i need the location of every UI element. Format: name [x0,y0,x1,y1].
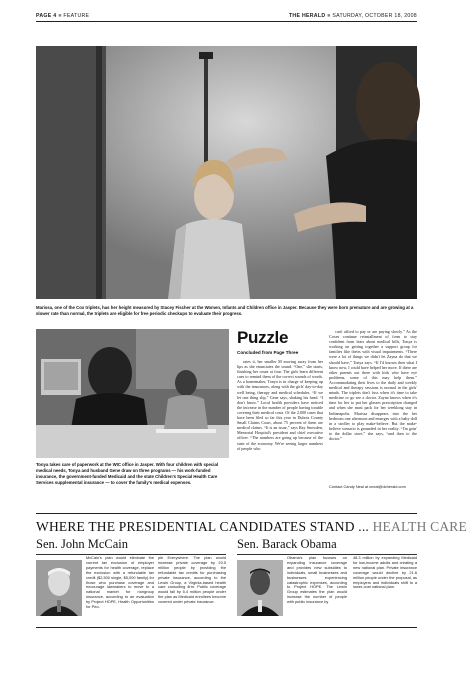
obama-column-2: 48.3 million by expanding Medicaid for low-income adults and creating a new national plan. Private insurance coverage would decline by 21.6 million people under the proposal, as employers and individuals shift to a lower-cost national plan. [353,555,417,590]
article-column-1 [237,359,323,493]
feature-banner-topic: HEALTH CARE [372,519,467,534]
page-header-left: PAGE 4 ■ FEATURE [36,13,90,19]
issue-date: SATURDAY, OCTOBER 18, 2008 [332,13,417,19]
mccain-photo [36,560,82,616]
obama-column-1: Obama's plan focuses on expanding insurance coverage and provides new subsidies to individuals, small businesses and businesses experiencing catastrophic expenses, according to Project HOPE. The Lewin Group estimates the plan would increase the number of people with public insurance by [287,555,347,605]
section-name: FEATURE [63,13,90,19]
page-header-right: THE HERALD ■ SATURDAY, OCTOBER 18, 2008 [288,13,417,19]
office-photo [36,329,229,458]
office-photo-image [36,329,229,458]
paper-name: THE HERALD [288,13,326,19]
article-column-1-text: rates it, her smaller M moving away from her lips as she enunciates the sound. “One,” she starts, finishing her count at four. The girls learn different cues to remind them of the correct sounds of words. As a homemaker, Tonya is in charge of keeping up with the insurances, along with the girls' day-to-day well being, therapy and medical schedules. “If we let one thing slip,” Gene says, shaking his head. “I don't know.” Local health providers have noticed the increase in the number of people having trouble covering their medical costs. Of the 2,000 cases that have been filed so far this year in Dubois County Small Claims Court, about 75 percent of them are medical claims. “It is an issue,” says Ray Snowden, Memorial Hospital's president and chief executive officer. “The numbers are going up because of the state of the economy. We're seeing larger numbers of people who [237,359,323,451]
article-column-2-text: can't afford to pay or are paying slowly.” As the Coxes continue reinstallment of form to stay confident from fears about medical bills, Tonya is working on getting together a support group for families like theirs with visual impairments. “There were a lot of things we didn't let Zayna do that we should have,” Tonya says. “If I'd known then what I know now, I could have helped her more. If there are other parents out there with kids who have eye problems, some of this may help them.” Accommodating their lives to the daily and weekly medical and therapy sessions is normal in the girls' minds. The triplets don't fuss when it's time to take medicine or go see a doctor. Zayna knows when it's time for her to put her glasses prescription changed and when she must pack for her weeklong stay in Indianapolis. Marissa disappears into the her bedroom one afternoon and emerges with a baby doll in a stroller to play make-believe. But the make-believe scenario is grounded in her reality. “I'm goin' to the dollar store,” she says, “and then to the doctor.” [329,329,417,441]
top-photo-caption: Marissa, one of the Cox triplets, has her height measured by Stacey Fischer at the Women, Infants and Children office in Jasper. Because they were born premature and are growing at a slower rate than normal, the triplets are eligible for free periodic checkups to evaluate their progress. [36,305,414,316]
feature-banner-main: WHERE THE PRESIDENTIAL CANDIDATES STAND ... [36,519,370,534]
top-photo-image [36,46,417,299]
candidate-name-obama: Sen. Barack Obama [237,537,337,551]
article-continued-from: Concluded from Page Three [237,350,299,355]
office-photo-caption: Tonya takes care of paperwork at the WIC office in Jasper. With four children with special medical needs, Tonya and husband Gene draw on three programs — his work-funded insurance, the government-funded Medicaid and the state Children's Special Health Care Services supplemental insurance — to cover the family's medical expenses. [36,462,219,485]
article-headline: Puzzle [237,328,289,347]
feature-banner [36,519,467,535]
article-contact: Contact Candy Neal at cneal@dcherald.com [329,484,406,489]
obama-photo [237,560,283,616]
top-photo [36,46,417,299]
page-number: PAGE 4 [36,13,57,19]
feature-top-rule [36,513,417,514]
candidate-name-mccain: Sen. John McCain [36,537,129,551]
header-rule [36,21,417,22]
mccain-column-1: McCain's plan would eliminate the current tax exclusion of employer payments for health coverage, replace the exclusion with a refundable tax credit ($2,500 single, $5,000 family) for those who purchase coverage and encourage lawmakers to move to a national market for nongroup insurance, according to an evaluation by Project HOPE, Health Opportunities for Peo- [86,555,154,610]
article-column-2 [329,329,417,479]
mccain-column-2: ple Everywhere. The plan would increase private coverage by 20.5 million people by providing the refundable tax credits for purchasing private insurance, according to the Lewin Group, a Virginia-based health care consulting firm. Public coverage would fall by 5.4 million people under the plan as Medicaid enrollees become covered under private insurance. [158,555,226,605]
feature-bottom-rule [36,627,417,628]
